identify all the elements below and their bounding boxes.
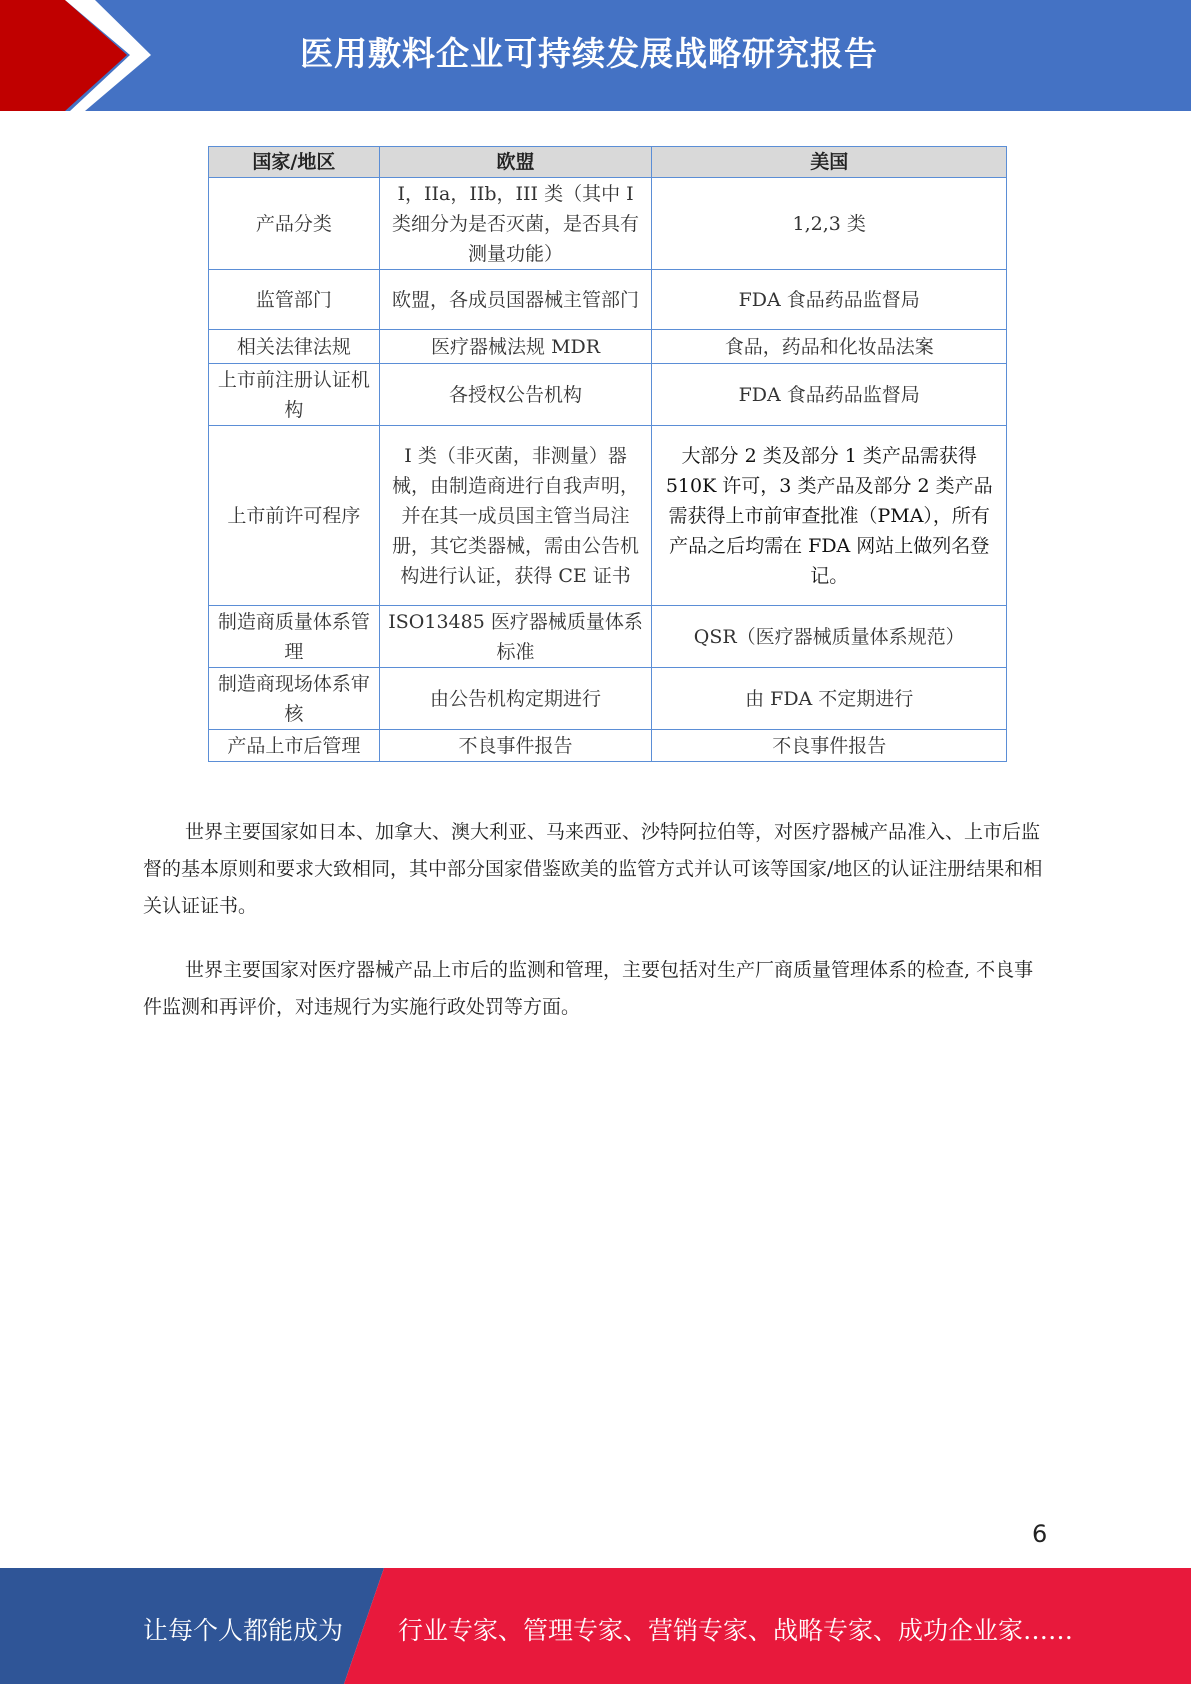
page-number: 6 xyxy=(1032,1520,1048,1548)
row-label: 上市前注册认证机构 xyxy=(209,364,380,426)
table-row xyxy=(209,270,1007,330)
regulation-comparison-table xyxy=(208,146,1007,762)
row-label: 制造商质量体系管理 xyxy=(209,606,380,668)
header-eu: 欧盟 xyxy=(379,147,652,178)
page-header xyxy=(0,0,1191,111)
row-label: 上市前许可程序 xyxy=(209,426,380,606)
table-row xyxy=(209,330,1007,364)
page-footer xyxy=(0,1568,1191,1684)
paragraph-post-market: 世界主要国家对医疗器械产品上市后的监测和管理，主要包括对生产厂商质量管理体系的检查, 不良事件监测和再评价，对违规行为实施行政处罚等方面。 xyxy=(143,959,1034,1018)
row-label: 产品分类 xyxy=(209,178,380,270)
us-cell: 由 FDA 不定期进行 xyxy=(652,668,1007,730)
eu-cell: I，IIa，IIb，III 类（其中 I 类细分为是否灭菌，是否具有测量功能） xyxy=(379,178,652,270)
eu-cell: I 类（非灭菌，非测量）器械，由制造商进行自我声明，并在其一成员国主管当局注册，其它类器械，需由公告机构进行认证，获得 CE 证书 xyxy=(379,426,652,606)
us-cell: 不良事件报告 xyxy=(652,730,1007,762)
table-row xyxy=(209,178,1007,270)
header-us: 美国 xyxy=(652,147,1007,178)
eu-cell: 各授权公告机构 xyxy=(379,364,652,426)
footer-slogan-left: 让每个人都能成为 xyxy=(143,1616,344,1645)
header-region: 国家/地区 xyxy=(209,147,380,178)
us-cell: 食品，药品和化妆品法案 xyxy=(652,330,1007,364)
us-cell: 大部分 2 类及部分 1 类产品需获得 510K 许可，3 类产品及部分 2 类产品需获得上市前审查批准（PMA），所有产品之后均需在 FDA 网站上做列名登记。 xyxy=(652,426,1007,606)
eu-cell: 由公告机构定期进行 xyxy=(379,668,652,730)
us-cell: FDA 食品药品监督局 xyxy=(652,364,1007,426)
paragraph-market-regulation: 世界主要国家如日本、加拿大、澳大利亚、马来西亚、沙特阿拉伯等，对医疗器械产品准入、上市后监督的基本原则和要求大致相同，其中部分国家借鉴欧美的监管方式并认可该等国家/地区的认证注册结果和相关认证证书。 xyxy=(143,821,1043,917)
table-header-row xyxy=(209,147,1007,178)
row-label: 相关法律法规 xyxy=(209,330,380,364)
us-cell: 1,2,3 类 xyxy=(652,178,1007,270)
table-row xyxy=(209,606,1007,668)
eu-cell: 欧盟，各成员国器械主管部门 xyxy=(379,270,652,330)
row-label: 产品上市后管理 xyxy=(209,730,380,762)
report-title: 医用敷料企业可持续发展战略研究报告 xyxy=(300,34,878,73)
eu-cell: 不良事件报告 xyxy=(379,730,652,762)
eu-cell: 医疗器械法规 MDR xyxy=(379,330,652,364)
table-row xyxy=(209,426,1007,606)
us-cell: FDA 食品药品监督局 xyxy=(652,270,1007,330)
table-row xyxy=(209,364,1007,426)
table-row xyxy=(209,668,1007,730)
row-label: 制造商现场体系审核 xyxy=(209,668,380,730)
us-cell: QSR（医疗器械质量体系规范） xyxy=(652,606,1007,668)
row-label: 监管部门 xyxy=(209,270,380,330)
footer-slogan-right: 行业专家、管理专家、营销专家、战略专家、成功企业家…… xyxy=(398,1616,1074,1645)
eu-cell: ISO13485 医疗器械质量体系标准 xyxy=(379,606,652,668)
table-row xyxy=(209,730,1007,762)
